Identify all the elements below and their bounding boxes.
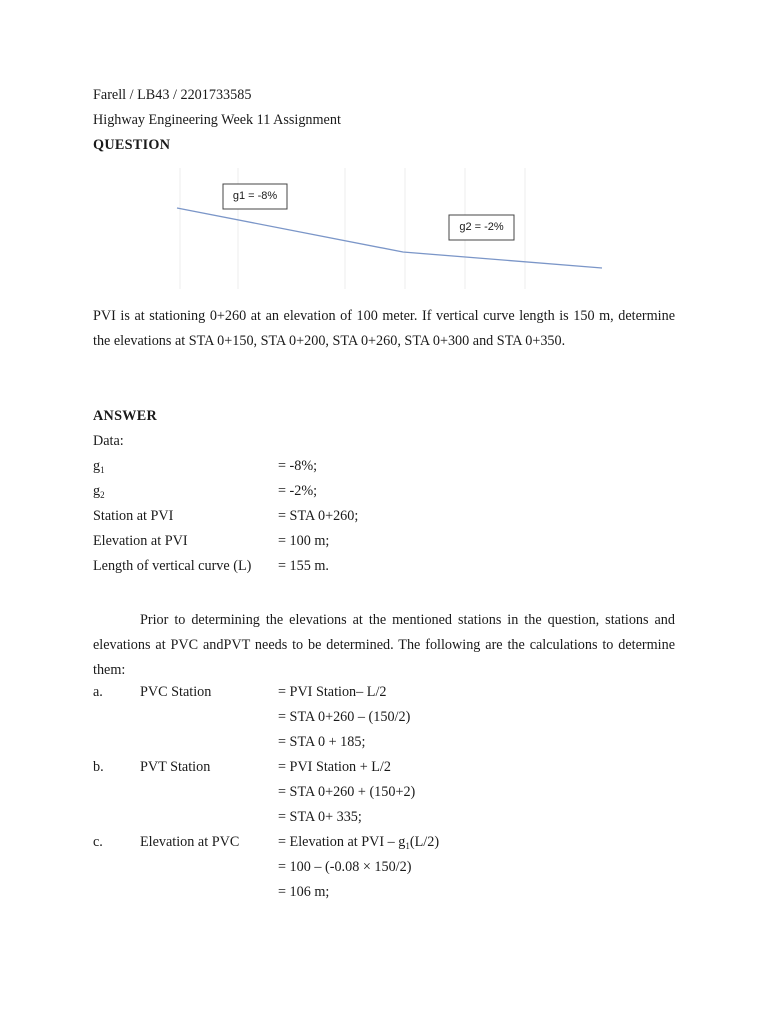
- step-c-line-3: = 106 m;: [278, 884, 330, 900]
- data-row-station-value: = STA 0+260;: [278, 508, 359, 524]
- step-a-label: PVC Station: [140, 684, 212, 700]
- data-label: Data:: [93, 433, 124, 449]
- step-c-line-1: = Elevation at PVI – $g_1(L/2)$: [278, 834, 440, 851]
- g2-label: g2 = -2%: [459, 221, 504, 233]
- data-row-station-label: Station at PVI: [93, 508, 174, 524]
- data-row-elevation-value: = 100 m;: [278, 533, 330, 549]
- step-b-marker: b.: [93, 759, 104, 775]
- step-c-line-2: = 100 – (-0.08 × 150/2): [278, 859, 412, 875]
- step-a-line-3: = STA 0 + 185;: [278, 734, 366, 750]
- step-b-line-1: = PVI Station + L/2: [278, 759, 391, 775]
- answer-heading: ANSWER: [93, 408, 158, 424]
- g1-label: g1 = -8%: [232, 190, 278, 202]
- intro-paragraph: Prior to determining the elevations at the mentioned stations in the question, stations and elevations at PVC andPVT needs to be determined. The following are the calculations to determine them:: [93, 612, 675, 678]
- step-b-label: PVT Station: [140, 759, 211, 775]
- step-c-label: Elevation at PVC: [140, 834, 240, 850]
- step-a-line-2: = STA 0+260 – (150/2): [278, 709, 411, 725]
- step-a-marker: a.: [93, 684, 103, 700]
- data-row-g1-value: = -8%;: [278, 458, 318, 474]
- grade-line-svg: [170, 163, 610, 291]
- author-line: Farell / LB43 / 2201733585: [93, 87, 252, 103]
- data-row-length-label: Length of vertical curve (L): [93, 558, 252, 574]
- grade-diagram: [170, 163, 610, 291]
- step-a-line-1: = PVI Station– L/2: [278, 684, 387, 700]
- data-row-g2-value: = -2%;: [278, 483, 318, 499]
- question-heading: QUESTION: [93, 137, 171, 153]
- step-b-line-3: = STA 0+ 335;: [278, 809, 362, 825]
- data-row-g2-label: $g_2$: [93, 483, 105, 500]
- step-b-line-2: = STA 0+260 + (150+2): [278, 784, 416, 800]
- question-text: PVI is at stationing 0+260 at an elevation of 100 meter. If vertical curve length is 150 m, determine the elevations at STA 0+150, STA 0+200, STA 0+260, STA 0+300 and STA 0+350.: [93, 308, 675, 349]
- grade-line: [177, 208, 602, 268]
- step-c-marker: c.: [93, 834, 103, 850]
- data-row-length-value: = 155 m.: [278, 558, 329, 574]
- data-row-elevation-label: Elevation at PVI: [93, 533, 188, 549]
- data-row-g1-label: $g_1$: [93, 458, 105, 475]
- course-line: Highway Engineering Week 11 Assignment: [93, 112, 341, 128]
